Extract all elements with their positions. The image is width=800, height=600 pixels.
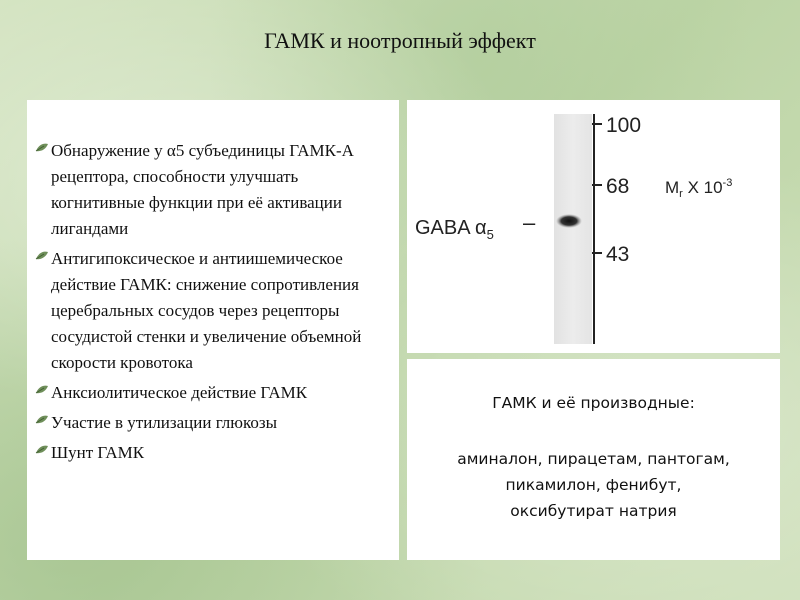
list-item [35,410,391,436]
band-label: GABA $\alpha_5$ [415,217,494,242]
gel-lane [554,114,592,344]
list-item [35,138,391,242]
derivatives-line: пикамилон, фенибут, [505,476,682,494]
list-item [35,440,391,466]
band-dash: – [523,210,536,235]
derivatives-panel [407,359,780,560]
marker-43: 43 [606,243,630,266]
marker-68: 68 [606,175,630,198]
left-text-panel [27,100,399,560]
list-item [35,380,391,406]
derivatives-list [407,446,780,524]
derivatives-heading: ГАМК и её производные: [492,394,695,412]
bullet-text: Анксиолитическое действие ГАМК [51,383,308,402]
blot-figure [407,100,780,353]
slide-title: ГАМК и ноотропный эффект [264,28,536,53]
bullet-text: Антигипоксическое и антиишемическое действие ГАМК: снижение сопротивления церебральных сосудов через рецепторы сосудистой стенки и увеличение объемной скорости кровотока [51,249,362,372]
bullet-text: Участие в утилизации глюкозы [51,413,278,432]
mass-unit-label: $M_r$ X $10^{-3}$ [665,177,733,200]
leaf-bullet-icon [35,384,49,396]
bullet-text: Обнаружение у α5 субъединицы ГАМК-А рецептора, способности улучшать когнитивные функции при её активации лигандами [51,141,354,238]
leaf-bullet-icon [35,250,49,262]
leaf-bullet-icon [35,444,49,456]
derivatives-line: оксибутират натрия [510,502,677,520]
list-item [35,246,391,376]
bullet-list [27,100,399,466]
leaf-bullet-icon [35,142,49,154]
gaba-band [556,214,582,228]
leaf-bullet-icon [35,414,49,426]
western-blot-image [407,100,780,353]
bullet-text: Шунт ГАМК [51,443,145,462]
derivatives-line: аминалон, пирацетам, пантогам, [457,450,730,468]
marker-100: 100 [606,114,642,137]
